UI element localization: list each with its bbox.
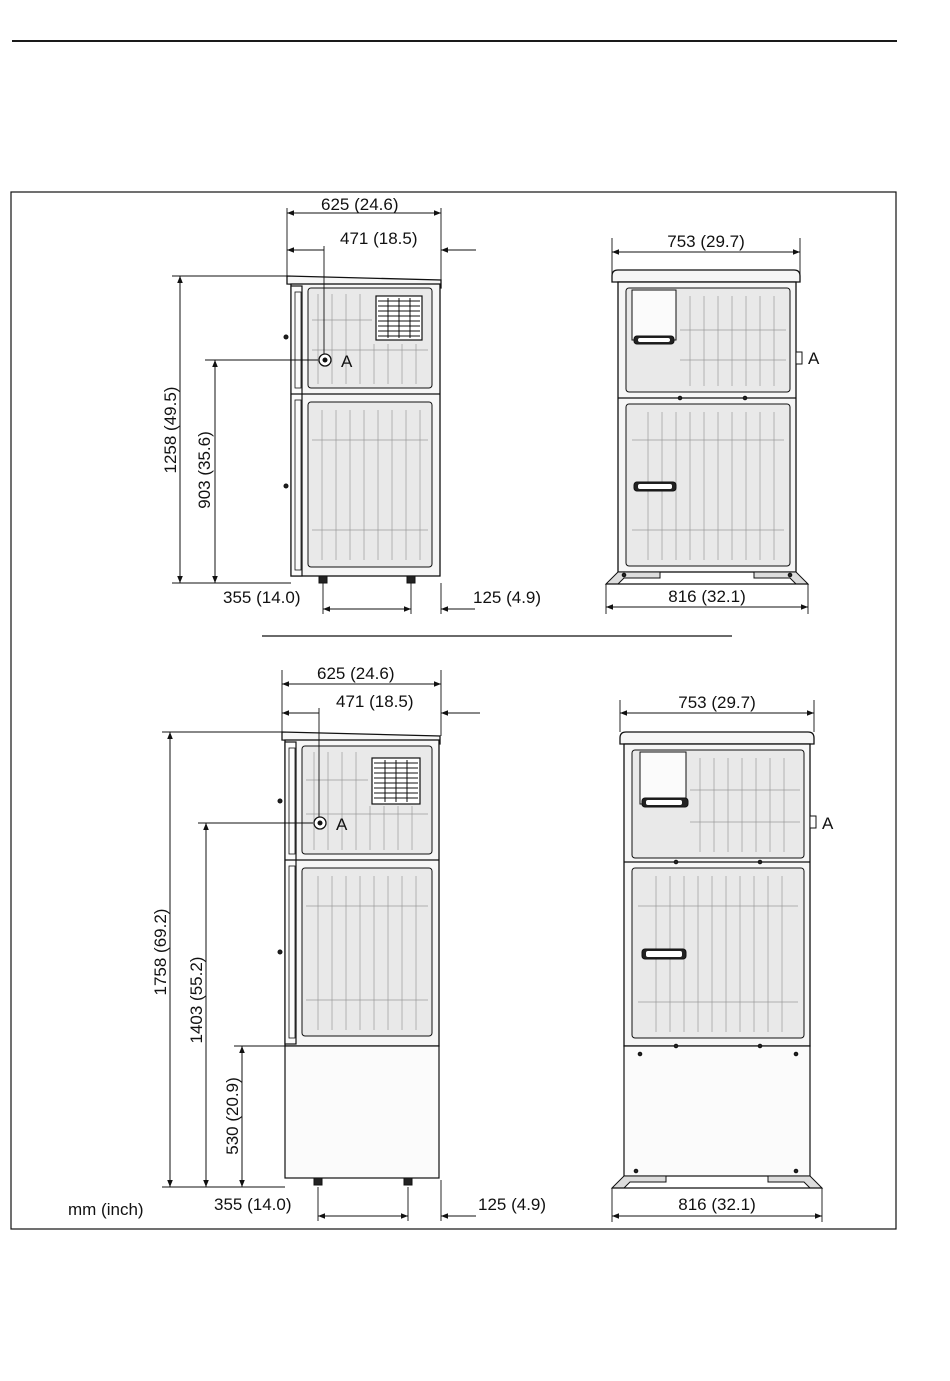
upper-front-connection-label: A	[808, 349, 820, 368]
lower-foot-spacing-label: 355 (14.0)	[214, 1195, 292, 1214]
lower-cabinet-width-label: 753 (29.7)	[678, 693, 756, 712]
lower-connection-height-label: 1403 (55.2)	[187, 956, 206, 1044]
upper-base-width-label: 816 (32.1)	[668, 587, 746, 606]
upper-cabinet-width-label: 753 (29.7)	[667, 232, 745, 251]
units-label: mm (inch)	[68, 1200, 144, 1219]
upper-total-depth-label: 625 (24.6)	[321, 195, 399, 214]
upper-foot-spacing-label: 355 (14.0)	[223, 588, 301, 607]
upper-connection-height-label: 903 (35.6)	[195, 431, 214, 509]
lower-front-connection-label: A	[822, 814, 834, 833]
lower-base-width-label: 816 (32.1)	[678, 1195, 756, 1214]
lower-front-offset-label: 125 (4.9)	[478, 1195, 547, 1214]
upper-total-height-label: 1258 (49.5)	[161, 386, 180, 474]
lower-total-height-label: 1758 (69.2)	[151, 908, 170, 996]
lower-base-height-label: 530 (20.9)	[223, 1077, 242, 1155]
lower-total-depth-label: 625 (24.6)	[317, 664, 395, 683]
upper-side-connection-label: A	[341, 352, 353, 371]
lower-connection-depth-label: 471 (18.5)	[336, 692, 414, 711]
lower-side-connection-label: A	[336, 815, 348, 834]
upper-front-offset-label: 125 (4.9)	[473, 588, 542, 607]
lower-front-view	[612, 732, 822, 1188]
upper-connection-depth-label: 471 (18.5)	[340, 229, 418, 248]
upper-front-view	[606, 270, 808, 584]
connection-point-icon	[314, 817, 326, 829]
connection-point-icon	[319, 354, 331, 366]
lower-side-view	[278, 732, 440, 1185]
upper-side-view	[284, 276, 441, 583]
